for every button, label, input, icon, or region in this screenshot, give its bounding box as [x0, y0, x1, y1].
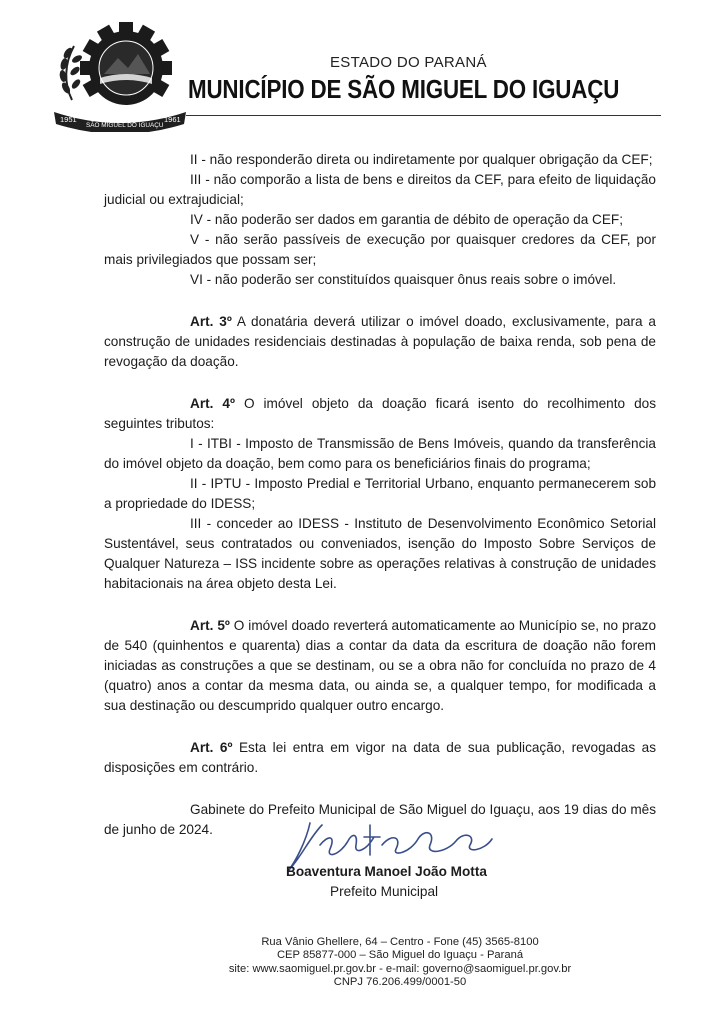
state-name: ESTADO DO PARANÁ — [330, 54, 487, 71]
article-5-label: Art. 5º — [190, 618, 230, 633]
article-4-item-ii: II - IPTU - Imposto Predial e Territorial Urbano, enquanto permanecerem sob a propriedade do IDESS; — [104, 476, 656, 511]
item-v: V - não serão passíveis de execução por quaisquer credores da CEF, por mais privilegiados que possam ser; — [104, 232, 656, 267]
footer-contact — [150, 936, 650, 990]
footer-cep: CEP 85877-000 – São Miguel do Iguaçu - Paraná — [276, 949, 524, 962]
article-4-label: Art. 4º — [190, 396, 235, 411]
document-body — [104, 150, 656, 840]
signer-role: Prefeito Municipal — [330, 884, 439, 899]
article-4-item-iii: III - conceder ao IDESS - Instituto de Desenvolvimento Econômico Setorial Sustentável, seus contratados ou conveniados, isenção do Imposto Sobre Serviços de Qualquer Natureza – ISS incidente sobre as operações relativas à construção de unidades habitacionais na área objeto desta Lei. — [104, 516, 656, 591]
item-iv: IV - não poderão ser dados em garantia de débito de operação da CEF; — [190, 212, 624, 227]
item-vi: VI - não poderão ser constituídos quaisquer ônus reais sobre o imóvel. — [190, 272, 617, 287]
article-6-label: Art. 6º — [190, 740, 233, 755]
article-6: Art. 6º Esta lei entra em vigor na data de sua publicação, revogadas as disposições em contrário. — [104, 740, 656, 775]
article-4-item-i: I - ITBI - Imposto de Transmissão de Bens Imóveis, quando da transferência do imóvel objeto da doação, bem como para os beneficiários finais do programa; — [104, 436, 656, 471]
article-4: Art. 4º O imóvel objeto da doação ficará isento do recolhimento dos seguintes tributos: — [104, 396, 656, 431]
header-divider — [186, 115, 661, 116]
item-ii: II - não responderão direta ou indiretamente por qualquer obrigação da CEF; — [190, 152, 653, 167]
crest-year-right: 1961 — [164, 115, 181, 124]
article-3: Art. 3º A donatária deverá utilizar o imóvel doado, exclusivamente, para a construção de unidades residenciais destinadas à população de baixa renda, sob pena de revogação da doação. — [104, 314, 656, 369]
article-3-label: Art. 3º — [190, 314, 232, 329]
item-iii: III - não comporão a lista de bens e direitos da CEF, para efeito de liquidação judicial ou extrajudicial; — [104, 172, 656, 207]
footer-address: Rua Vânio Ghellere, 64 – Centro - Fone (45) 3565-8100 — [261, 936, 539, 948]
signer-name: Boaventura Manoel João Motta — [286, 864, 487, 879]
crest-ribbon-text: SÃO MIGUEL DO IGUAÇU — [86, 122, 164, 129]
footer-cnpj: CNPJ 76.206.499/0001-50 — [333, 976, 467, 989]
closing-statement: Gabinete do Prefeito Municipal de São Miguel do Iguaçu, aos 19 dias do mês de junho de 2024. — [104, 802, 656, 837]
article-5: Art. 5º O imóvel doado reverterá automaticamente ao Município se, no prazo de 540 (quinhentos e quarenta) dias a contar da data da escritura de doação não forem iniciadas as construções a que se destinam, ou se a obra não for concluída no prazo de 4 (quatro) anos a contar da mesma data, ou ainda se, a qualquer tempo, for modificada a sua destinação ou descumprido qualquer outro encargo. — [104, 618, 657, 713]
municipality-title: MUNICÍPIO DE SÃO MIGUEL DO IGUAÇU — [188, 74, 620, 104]
crest-year-left: 1951 — [60, 115, 77, 124]
footer-site-email: site: www.saomiguel.pr.gov.br - e-mail: governo@saomiguel.pr.gov.br — [228, 962, 572, 975]
municipal-crest-logo — [50, 22, 190, 132]
